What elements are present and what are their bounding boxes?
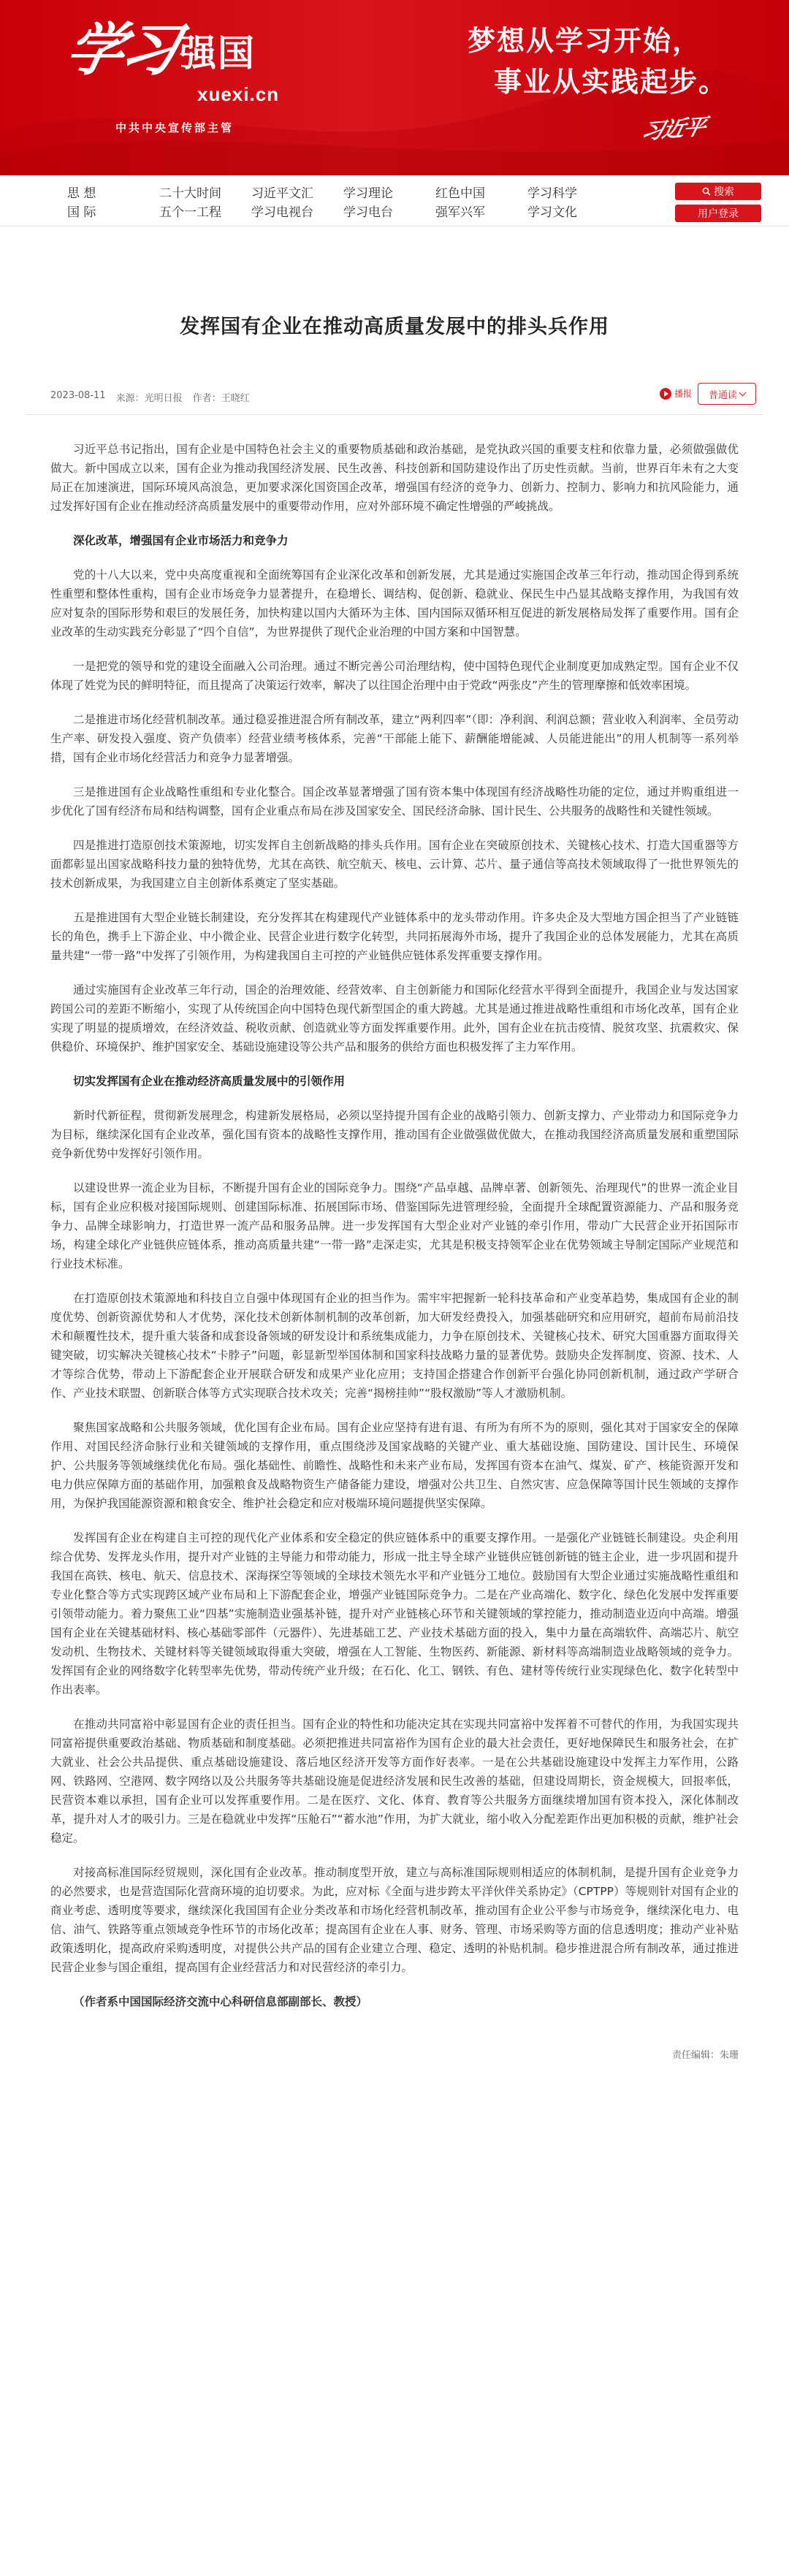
- play-icon: [660, 388, 671, 400]
- article-paragraph: 二是推进市场化经营机制改革。通过稳妥推进混合所有制改革，建立“两利四率”（即：净利润、利润总额；营业收入利润率、全员劳动生产率、研发投入强度、资产负债率）经营业绩考核体系，完善“干部能上能下、薪酬能增能减、人员能进能出”的用人机制等一系列举措，国有企业市场化经营活力和竞争力显著增强。: [50, 713, 739, 764]
- nav-item-lilun[interactable]: 学习理论: [343, 186, 393, 201]
- nav-item-kexue[interactable]: 学习科学: [527, 186, 577, 201]
- read-mode-label: 普通读: [708, 389, 737, 401]
- main-nav: [0, 175, 789, 226]
- signature: 习近平: [639, 114, 708, 145]
- slogan-line-1: 梦想从学习开始，: [468, 24, 702, 57]
- nav-item-qiangjun[interactable]: 强军兴军: [435, 205, 485, 220]
- article-paragraph: 在打造原创技术策源地和科技自立自强中体现国有企业的担当作为。需牢牢把握新一轮科技革命和产业变革趋势，集成国有企业的制度优势、创新资源优势和人才优势，深化技术创新体制机制的改革创新，加大研发经费投入，加强基础研究和应用研究，超前布局前沿技术和颠覆性技术，提升重大装备和成套设备领域的研发设计和系统集成能力，力争在原创技术、关键核心技术、研究大国重器方面取得关键突破，切实解决关键核心技术“卡脖子”问题，彰显新型举国体制和国家科技战略力量的显著优势。鼓励央企发挥制度、资源、技术、人才等综合优势，带动上下游配套企业开展联合研发和成果产业化应用；支持国企搭建合作创新平台强化协同创新机制，通过政产学研合作、产业技术联盟、创新联合体等方式实现联合技术攻关；完善“揭榜挂帅”“股权激励”等人才激励机制。: [50, 1292, 739, 1400]
- nav-grid: [67, 183, 620, 221]
- read-mode-select[interactable]: [698, 383, 756, 405]
- article-body: [26, 415, 763, 2011]
- article-paragraph: 通过实施国有企业改革三年行动，国企的治理效能、经营效率、自主创新能力和国际化经营水平得到全面提升，我国企业与发达国家跨国公司的差距不断缩小，实现了从传统国企向中国特色现代新型国企的重大跨越。尤其是通过推进战略性重组和市场化改革，国有企业实现了明显的提质增效，在经济效益、税收贡献、创造就业等方面发挥重要作用。此外，国有企业在抗击疫情、脱贫攻坚、抗震救灾、保供稳价、环境保护、维护国家安全、基础设施建设等公共产品和服务的供给方面也积极发挥了主力军作用。: [50, 983, 739, 1053]
- search-icon: [702, 187, 711, 196]
- audio-play-button[interactable]: [660, 387, 692, 400]
- audio-play-label: 播报: [674, 389, 693, 399]
- section-heading: 切实发挥国有企业在推动经济高质量发展中的引领作用: [73, 1075, 346, 1088]
- slogan-line-2: 事业从实践起步。: [494, 65, 728, 98]
- article-date: 2023-08-11: [50, 390, 106, 401]
- article-source: 来源：光明日报: [115, 393, 183, 404]
- article-paragraph: 党的十八大以来，党中央高度重视和全面统筹国有企业深化改革和创新发展，尤其是通过实施国企改革三年行动，推动国企得到系统性重塑和整体性重构，国有企业市场竞争力显著提升，在稳增长、调结构、促创新、稳就业、保民生中凸显其战略支撑作用，为我国有效应对复杂的国际形势和艰巨的发展任务，加快构建以国内大循环为主体、国内国际双循环相互促进的新发展格局发挥了重要作用。国有企业改革的生动实践充分彰显了“四个自信”，为世界提供了现代企业治理的中国方案和中国智慧。: [50, 568, 739, 639]
- nav-item-sixiang[interactable]: 思 想: [67, 186, 96, 201]
- nav-item-hongse[interactable]: 红色中国: [435, 186, 485, 201]
- nav-item-ershida[interactable]: 二十大时间: [159, 186, 221, 201]
- article-paragraph: 对接高标准国际经贸规则，深化国有企业改革。推动制度型开放，建立与高标准国际规则相适应的体制机制，是提升国有企业竞争力的必然要求，也是营造国际化营商环境的迫切要求。为此，应对标《全面与进步跨太平洋伙伴关系协定》（CPTPP）等规则针对国有企业的商业考虑、透明度等要求，继续深化我国国有企业分类改革和市场化经营机制改革，推动国有企业公平参与市场竞争，继续深化电力、电信、油气、铁路等重点领域竞争性环节的市场化改革；提高国有企业在人事、财务、管理、市场采购等方面的信息透明度；推动产业补贴政策透明化，提高政府采购透明度，对提供公共产品的国有企业建立合理、稳定、透明的补贴机制。稳步推进混合所有制改革，通过推进民营企业参与国企重组，提高国有企业经营活力和对民营经济的牵引力。: [50, 1866, 739, 1974]
- nav-actions: [675, 183, 761, 222]
- nav-item-wugeyi[interactable]: 五个一工程: [159, 205, 221, 220]
- search-button[interactable]: [675, 183, 761, 200]
- article: [26, 226, 763, 2076]
- article-paragraph: 新时代新征程，贯彻新发展理念，构建新发展格局，必须以坚持提升国有企业的战略引领力、创新支撑力、产业带动力和国际竞争力为目标，继续深化国有企业改革，强化国有资本的战略性支撑作用，推动国有企业做强做优做大，在推动我国经济高质量发展和重塑国际竞争新优势中发挥好引领作用。: [50, 1109, 739, 1160]
- site-banner: [0, 0, 789, 175]
- article-editor: 责任编辑：朱珊: [671, 2050, 739, 2061]
- article-meta: [50, 390, 250, 404]
- article-title: 发挥国有企业在推动高质量发展中的排头兵作用: [180, 316, 609, 338]
- banner-slogan: [468, 20, 728, 102]
- search-button-label: 搜索: [714, 186, 734, 198]
- site-logo[interactable]: [60, 17, 280, 134]
- article-paragraph: 聚焦国家战略和公共服务领域，优化国有企业布局。国有企业应坚持有进有退、有所为有所不为的原则，强化其对于国家安全的保障作用、对国民经济命脉行业和关键领域的支撑作用，重点围绕涉及国家战略的关键产业、重大基础设施、国防建设、国计民生、环境保护、公共服务等领域继续优化布局。强化基础性、前瞻性、战略性和未来产业布局，发挥国有资本在油气、煤炭、矿产、核能资源开发和电力供应保障方面的基础作用，加强粮食及战略物资生产储备能力建设，增强对公共卫生、自然灾害、应急保障等国计民生领域的支撑作用，为保护我国能源资源和粮食安全、维护社会稳定和应对极端环境问题提供坚实保障。: [50, 1421, 739, 1510]
- nav-item-wenhui[interactable]: 习近平文汇: [251, 186, 313, 201]
- article-paragraph: 一是把党的领导和党的建设全面融入公司治理。通过不断完善公司治理结构，使中国特色现代企业制度更加成熟定型。国有企业不仅体现了姓党为民的鲜明特征，而且提高了决策运行效率，解决了以往国企治理中由于党政“两张皮”产生的管理摩擦和低效率困境。: [50, 660, 739, 692]
- nav-item-wenhua[interactable]: 学习文化: [527, 205, 577, 220]
- nav-item-diantai[interactable]: 学习电台: [343, 205, 393, 220]
- section-heading: 深化改革，增强国有企业市场活力和竞争力: [73, 534, 289, 547]
- article-paragraph: 四是推进打造原创技术策源地，切实发挥自主创新战略的排头兵作用。国有企业在突破原创技术、关键核心技术、打造大国重器等方面都彰显出国家战略科技力量的独特优势，尤其在高铁、航空航天、核电、云计算、芯片、量子通信等高技术领域取得了一批世界领先的技术创新成果，为我国建立自主创新体系奠定了坚实基础。: [50, 839, 739, 890]
- article-paragraph: 发挥国有企业在构建自主可控的现代化产业体系和安全稳定的供应链体系中的重要支撑作用。一是强化产业链链长制建设。央企利用综合优势、发挥龙头作用，提升对产业链的主导能力和带动能力，形成一批主导全球产业链供应链创新链的链主企业，进一步巩固和提升我国在高铁、核电、航天、信息技术、深海探空等领域的全球技术领先水平和产业链分工地位。鼓励国有大型企业通过实施战略性重组和专业化整合等方式实现跨区域产业布局和上下游配套企业，增强产业链国际竞争力。二是在产业高端化、数字化、绿色化发展中发挥重要引领带动能力。着力聚焦工业“四基”实施制造业强基补链，提升对产业链核心环节和关键领域的掌控能力，推动制造业迈向中高端。增强国有企业在关键基础材料、核心基础零部件（元器件）、先进基础工艺、产业技术基础方面的投入，集中力量在高端软件、高端芯片、航空发动机、生物技术、关键材料等关键领域取得重大突破，增强在人工智能、生物医药、新能源、新材料等高端制造业战略领域的竞争力。发挥国有企业的网络数字化转型率先优势，带动传统产业升级；在石化、化工、钢铁、有色、建材等传统行业实现绿色化、数字化转型中作出表率。: [50, 1531, 739, 1696]
- logo-text: 强国: [180, 32, 256, 75]
- article-paragraph: 习近平总书记指出，国有企业是中国特色社会主义的重要物质基础和政治基础，是党执政兴国的重要支柱和依靠力量，必须做强做优做大。新中国成立以来，国有企业为推动我国经济发展、民生改善、科技创新和国防建设作出了历史性贡献。当前，世界百年未有之大变局正在加速演进，国际环境风高浪急，更加要求深化国资国企改革，增强国有经济的竞争力、创新力、控制力、影响力和抗风险能力，通过发挥好国有企业在推动经济高质量发展中的重要带动作用，应对外部环境不确定性增强的严峻挑战。: [50, 443, 739, 513]
- author-note: （作者系中国国际经济交流中心科研信息部副部长、教授）: [73, 1995, 368, 2008]
- logo-department: 中共中央宣传部主管: [115, 121, 235, 134]
- article-paragraph: 五是推进国有大型企业链长制建设，充分发挥其在构建现代产业链体系中的龙头带动作用。许多央企及大型地方国企担当了产业链链长的角色，携手上下游企业、中小微企业、民营企业进行数字化转型，共同拓展海外市场，提升了我国企业的总体发展能力，尤其在高质量共建“一带一路”中发挥了引领作用，为构建我国自主可控的产业链供应链体系发挥重要支撑作用。: [50, 911, 739, 962]
- logo-domain: xuexi.cn: [197, 83, 280, 105]
- logo-mark: 学习: [60, 17, 183, 83]
- nav-item-guoji[interactable]: 国 际: [67, 205, 96, 220]
- login-button[interactable]: 用户登录: [675, 205, 761, 222]
- article-paragraph: 以建设世界一流企业为目标，不断提升国有企业的国际竞争力。围绕“产品卓越、品牌卓著、创新领先、治理现代”的世界一流企业目标，国有企业应积极对接国际规则、创建国际标准、拓展国际市场、借鉴国际先进管理经验，全面提升全球配置资源能力、产品和服务竞争力、品牌全球影响力，打造世界一流产品和服务品牌。进一步发挥国有大型企业对产业链的牵引作用，带动广大民营企业开拓国际市场，构建全球化产业链供应链体系，推动高质量共建“一带一路”走深走实，尤其是积极支持领军企业在优势领域主导制定国际产业规范和行业技术标准。: [50, 1181, 739, 1270]
- chevron-down-icon: [739, 389, 747, 396]
- article-paragraph: 在推动共同富裕中彰显国有企业的责任担当。国有企业的特性和功能决定其在实现共同富裕中发挥着不可替代的作用，为我国实现共同富裕提供重要政治基础、物质基础和制度基础。必须把推进共同富裕作为国有企业的最大社会责任，更好地保障民生和服务社会，在扩大就业、社会公共品提供、重点基础设施建设、落后地区经济开发等方面作好表率。一是在公共基础设施建设中发挥主力军作用，公路网、铁路网、空港网、数字网络以及公共服务等共基础设施是促进经济发展和民生改善的基础，但建设周期长，资金规模大，回报率低，民营资本难以承担，国有企业可以发挥重要作用。二是在医疗、文化、体育、教育等公共服务方面继续增加国有资本投入，深化体制改革，提升对人才的吸引力。三是在稳就业中发挥“压舱石”“蓄水池”作用，为扩大就业，缩小收入分配差距作出更加积极的贡献，维护社会稳定。: [50, 1718, 739, 1845]
- article-meta-row: [26, 383, 763, 415]
- article-author: 作者：王晓红: [192, 393, 250, 404]
- article-paragraph: 三是推进国有企业战略性重组和专业化整合。国企改革显著增强了国有资本集中体现国有经济战略性功能的定位，通过并购重组进一步优化了国有经济布局和结构调整，国有企业重点布局在涉及国家安全、国民经济命脉、国计民生、公共服务的战略性和关键性领域。: [50, 785, 739, 818]
- nav-item-dianshitai[interactable]: 学习电视台: [251, 205, 313, 220]
